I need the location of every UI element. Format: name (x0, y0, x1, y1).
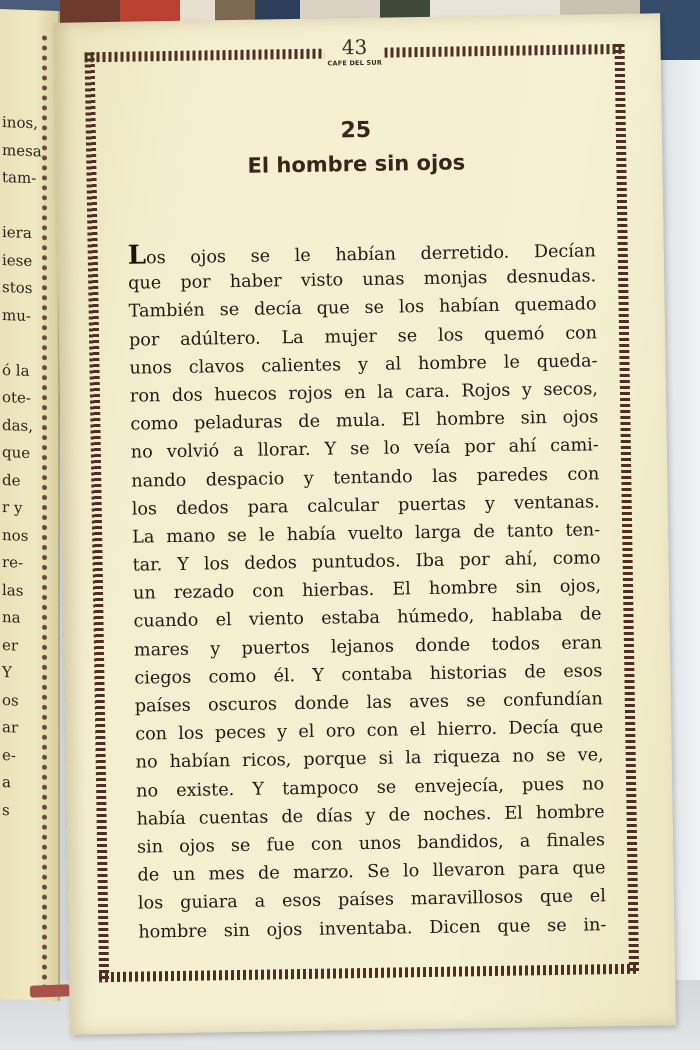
chapter-title: El hombre sin ojos (247, 150, 466, 178)
page-header (324, 36, 384, 68)
left-page-fragment: re- (2, 553, 24, 572)
body-line: no habían ricos, porque si la riqueza no se ve, (135, 745, 604, 774)
body-line: También se decía que se los habían quemado (128, 294, 597, 323)
left-page (0, 9, 60, 1001)
left-page-fragment: iese (2, 250, 33, 270)
left-page-fragment: er (2, 635, 19, 655)
body-line: hombre sin ojos inventaba. Dicen que se in- (138, 914, 607, 943)
body-line: La mano se le había vuelto larga de tanto ten- (132, 520, 601, 548)
body-line: unos clavos calientes y al hombre le queda- (129, 351, 598, 379)
left-page-fragment: de (2, 470, 21, 490)
left-page-fragment: inos, (2, 113, 38, 133)
decorative-frame (85, 34, 640, 982)
story-body (128, 234, 607, 946)
body-line: países oscuros donde las aves se confundían (134, 689, 603, 717)
left-page-fragment: a (2, 773, 11, 792)
left-page-fragment: nos (2, 525, 29, 545)
left-page-fragment: que (2, 443, 31, 463)
body-line: de un mes de marzo. Se lo llevaron para que (137, 858, 606, 886)
body-line: ron dos huecos rojos en la cara. Rojos y secos, (129, 379, 599, 407)
right-page (54, 13, 676, 1034)
body-line: nando despacio y tentando las paredes con (131, 463, 600, 492)
drop-cap: L (127, 240, 147, 271)
left-page-fragment: ó la (2, 360, 30, 380)
body-line: ciegos como él. Y contaba historias de esos (134, 661, 603, 689)
body-line: los dedos para calcular puertas y ventanas. (131, 491, 600, 520)
left-page-fragment: das, (2, 415, 34, 435)
body-line: que por haber visto unas monjas desnudas. (128, 266, 597, 294)
running-title: CAFE DEL SUR (327, 58, 383, 68)
left-page-fragment: na (2, 608, 21, 627)
left-page-fragment: stos (2, 278, 33, 298)
body-line: había cuentas de días y de noches. El hombre (136, 802, 605, 830)
chapter-number: 25 (340, 117, 372, 144)
left-page-fragment: ote- (2, 388, 32, 408)
left-page-fragment: r y (2, 498, 23, 517)
frame-top-right-border (385, 44, 625, 58)
body-line: sin ojos se fue con unos bandidos, a finales (136, 830, 606, 858)
left-page-fragment: las (2, 580, 24, 600)
left-page-fragment: tam- (2, 168, 37, 188)
body-line: tar. Y los dedos puntudos. Iba por ahí, como (132, 548, 601, 576)
book-cover-edge (30, 984, 70, 997)
page-number: 43 (341, 34, 368, 60)
left-page-fragment: mu- (2, 305, 31, 325)
left-page-fragment: ar (2, 718, 19, 737)
body-line-text: os ojos se le habían derretido. Decían (145, 241, 596, 269)
frame-left-border (85, 52, 110, 982)
body-line: cuando el viento estaba húmedo, hablaba de (133, 604, 602, 633)
left-page-fragment: mesa (2, 140, 42, 160)
left-page-fragment: s (2, 800, 10, 819)
body-line: los guiara a esos países maravillosos que el (137, 886, 607, 914)
frame-bottom-border (99, 964, 639, 982)
left-page-fragment: Y (2, 663, 12, 682)
body-line: mares y puertos lejanos donde todos eran (133, 632, 603, 661)
left-page-fragment: iera (2, 223, 32, 243)
frame-top-left-border (85, 49, 325, 63)
body-line: con los peces y el oro con el hierro. Decía que (135, 717, 604, 745)
body-line: no volvió a llorar. Y se lo veía por ahí cami- (130, 435, 599, 463)
body-line: no existe. Y tampoco se envejecía, pues no (136, 773, 605, 802)
left-page-fragment: os (2, 690, 19, 710)
frame-right-border (614, 44, 639, 974)
body-line: por adúltero. La mujer se los quemó con (128, 322, 598, 351)
left-page-fragment: e- (2, 745, 16, 765)
body-line: un rezado con hierbas. El hombre sin ojos, (132, 576, 602, 604)
body-line: como peladuras de mula. El hombre sin ojos (130, 407, 599, 435)
